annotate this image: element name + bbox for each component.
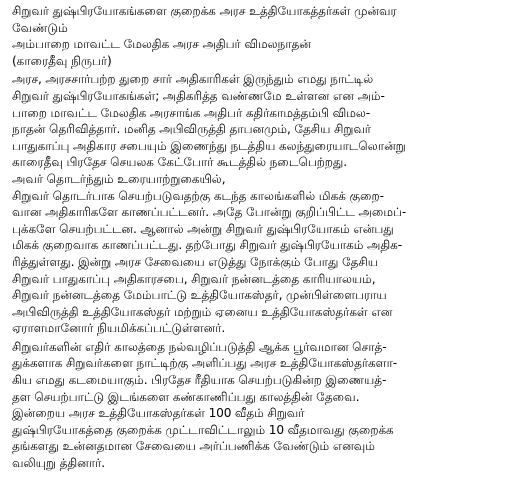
paragraph-line: ரித்துள்ளது. இன்று அரச சேவையை எடுத்து நோக்கும் போது தேசிய bbox=[12, 254, 379, 269]
paragraph-line: வலியுறு த்தினார். bbox=[12, 456, 105, 471]
paragraph-line: அபிவிருத்தி உத்தியோகஸ்தர் மற்றும் ஏனைய உத்தியோகஸ்தர்கள் என bbox=[12, 304, 393, 319]
paragraph-line: துக்களாக சிறுவர்களை நாட்டிற்கு அளிப்பது அரச உத்தியோகஸ்தர்களா- bbox=[12, 356, 397, 371]
paragraph-line: பாதுகாப்பு அதிகார சபையும் இணைந்து நடத்திய கலந்துரையாடலொன்று bbox=[12, 138, 406, 153]
paragraph-line: தள செயற்பாட்டு இடங்களை கண்காணிப்பது காலத்தின் தேவை. bbox=[12, 389, 360, 404]
paragraph-line: சிறுவர் பாதுகாப்பு அதிகாரசபை, சிறுவர் நன்னடத்தை காரியாலயம், bbox=[12, 271, 376, 286]
paragraph-line: பாறை மாவட்ட மேலதிக அரசாங்க அதிபர் கதிர்காமத்தம்பி விமல- bbox=[12, 105, 371, 120]
paragraph-line: சிறுவர்களின் எதிர் காலத்தை நல்வழிப்படுத்தி ஆக்க பூர்வமான சொத்- bbox=[12, 339, 387, 354]
paragraph bbox=[12, 339, 506, 472]
paragraph-line: வான அதிகாரிகளே காணப்பட்டனர். அதே போன்று குறிப்பிட்ட அமைப்- bbox=[12, 205, 407, 220]
paragraph-line: சிறுவர் துஷ்பிரயோகங்கள்; அதிகரித்த வண்ணமே உள்ளன என அம்- bbox=[12, 88, 385, 103]
paragraph-line: துஷ்பிரயோகத்தை குறைக்க முட்டாவிட்டாலும் 10 வீதமாவது குறைக்க bbox=[12, 422, 394, 437]
paragraph-line: காரைதீவு பிரதேச செயலக கேட்போர் கூடத்தில் நடைபெற்றது. bbox=[12, 155, 347, 170]
paragraph-line: மிகக் குறைவாக காணப்பட்டது. தற்போது சிறுவர் துஷ்பிரயோகம் அதிக- bbox=[12, 238, 402, 253]
paragraph-line: அரச, அரசசார்பற்ற துறை சார் அதிகாரிகள் இருந்தும் எமது நாட்டில் bbox=[12, 72, 374, 87]
dateline: (காரைதீவு நிருபர்) bbox=[12, 53, 112, 68]
paragraph bbox=[12, 171, 506, 337]
headline-line: வேண்டும் bbox=[12, 20, 68, 35]
paragraph-line: புக்களே செயற்பட்டன. ஆனால் அன்று சிறுவர் துஷ்பிரயோகம் என்பது bbox=[12, 221, 394, 236]
byline: அம்பாறை மாவட்ட மேலதிக அரச அதிபர் விமலநாதன் bbox=[12, 37, 311, 52]
paragraph-line: கிய எமது கடமையாகும். பிரதேச ரீதியாக செயற்படுகின்ற இணையத்- bbox=[12, 373, 387, 388]
paragraph bbox=[12, 71, 506, 171]
headline-line: சிறுவர் துஷ்பிரயோகங்களை குறைக்க அரச உத்தியோகத்தர்கள் முன்வர bbox=[12, 4, 397, 18]
news-article bbox=[12, 3, 506, 479]
paragraph-line: ஏராளமானோர் நியமிக்கப்பட்டுள்ளனர். bbox=[12, 321, 226, 336]
paragraph-line: நாதன் தெரிவித்தார். மனித அபிவிருத்தி தாபனமும், தேசிய சிறுவர் bbox=[12, 122, 371, 137]
paragraph-line: இன்றைய அரச உத்தியோகஸ்தர்கள் 100 வீதம் சிறுவர் bbox=[12, 406, 305, 421]
paragraph-line: சிறுவர் நன்னடத்தை மேம்பாட்டு உத்தியோகஸ்தர், முன்பிள்ளைபராய bbox=[12, 288, 387, 303]
paragraph-line: அவர் தொடர்ந்தும் உரையாற்றுகையில், bbox=[12, 171, 226, 186]
paragraph-line: சிறுவர் தொடர்பாக செயற்படுவதற்கு கடந்த காலங்களில் மிகக் குறை- bbox=[12, 188, 384, 203]
paragraph-line: தங்களது உன்னதமான சேவையை அர்ப்பணிக்க வேண்டும் எனவும் bbox=[12, 439, 375, 454]
